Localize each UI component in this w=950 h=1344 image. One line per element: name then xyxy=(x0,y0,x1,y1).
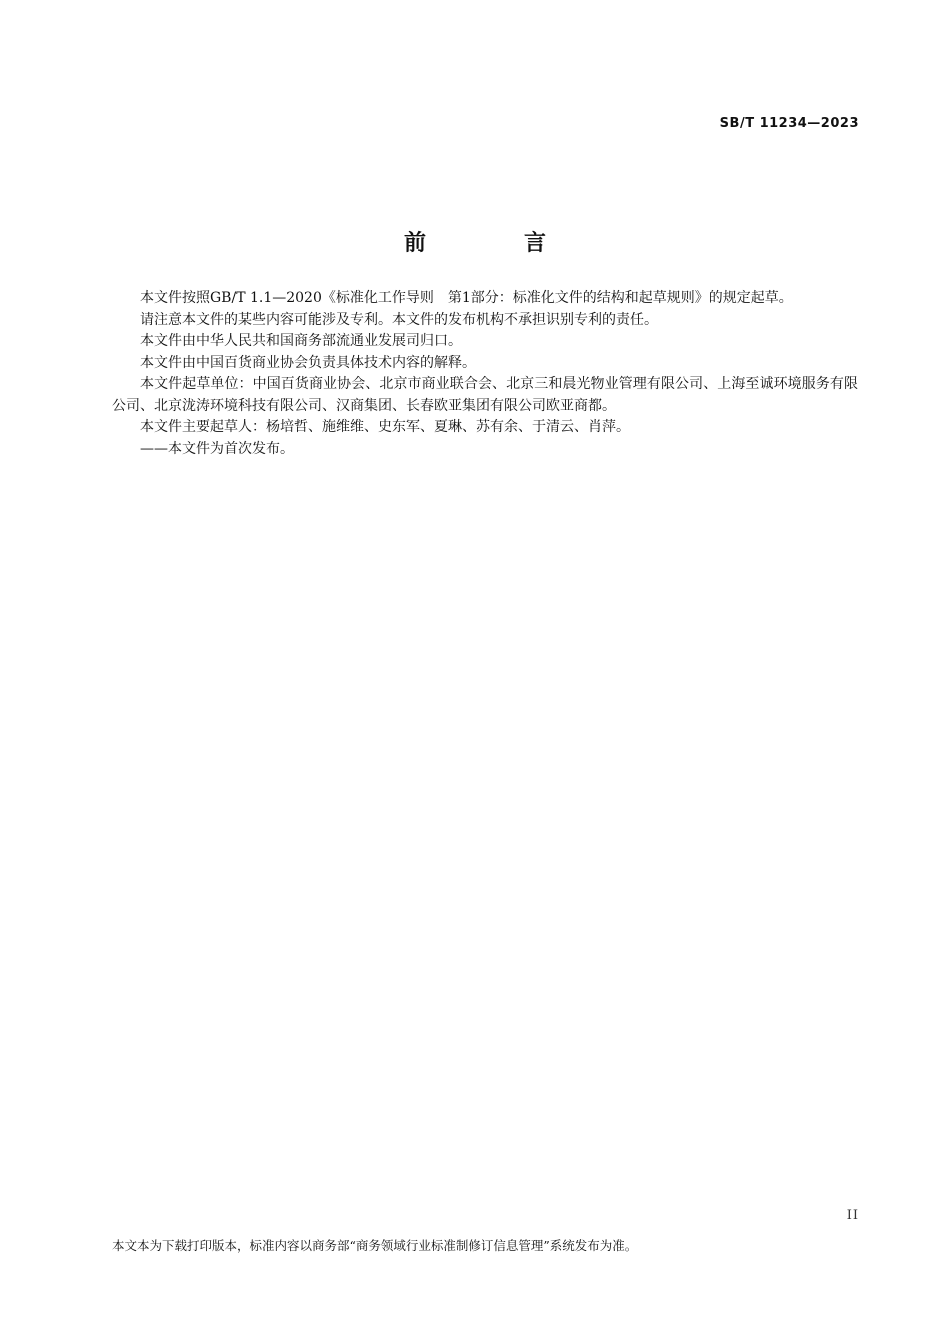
paragraph-interpreted-by: 本文件由中国百货商业协会负责具体技术内容的解释。 xyxy=(140,354,476,371)
document-code: SB/T 11234—2023 xyxy=(719,116,859,131)
foreword-body xyxy=(112,288,858,460)
page-number: II xyxy=(846,1208,859,1223)
paragraph-drafters: 本文件主要起草人：杨培哲、施维维、史东军、夏琳、苏有余、于清云、肖萍。 xyxy=(140,419,630,435)
paragraph-drafting-rules: 本文件按照GB/T 1.1—2020《标准化工作导则 第1部分：标准化文件的结构和起草规则》的规定起草。 xyxy=(140,290,793,306)
paragraph-drafting-units: 本文件起草单位：中国百货商业协会、北京市商业联合会、北京三和晨光物业管理有限公司、上海至诚环境服务有限公司、北京泷涛环境科技有限公司、汉商集团、长春欧亚集团有限公司欧亚商都。 xyxy=(112,376,858,414)
footer-disclaimer: 本文本为下载打印版本，标准内容以商务部“商务领域行业标准制修订信息管理”系统发布为准。 xyxy=(112,1238,638,1253)
paragraph-first-release: ——本文件为首次发布。 xyxy=(140,440,294,457)
page-title: 前 言 xyxy=(403,231,584,256)
paragraph-administered-by: 本文件由中华人民共和国商务部流通业发展司归口。 xyxy=(140,333,462,349)
paragraph-patent-notice: 请注意本文件的某些内容可能涉及专利。本文件的发布机构不承担识别专利的责任。 xyxy=(140,311,658,328)
